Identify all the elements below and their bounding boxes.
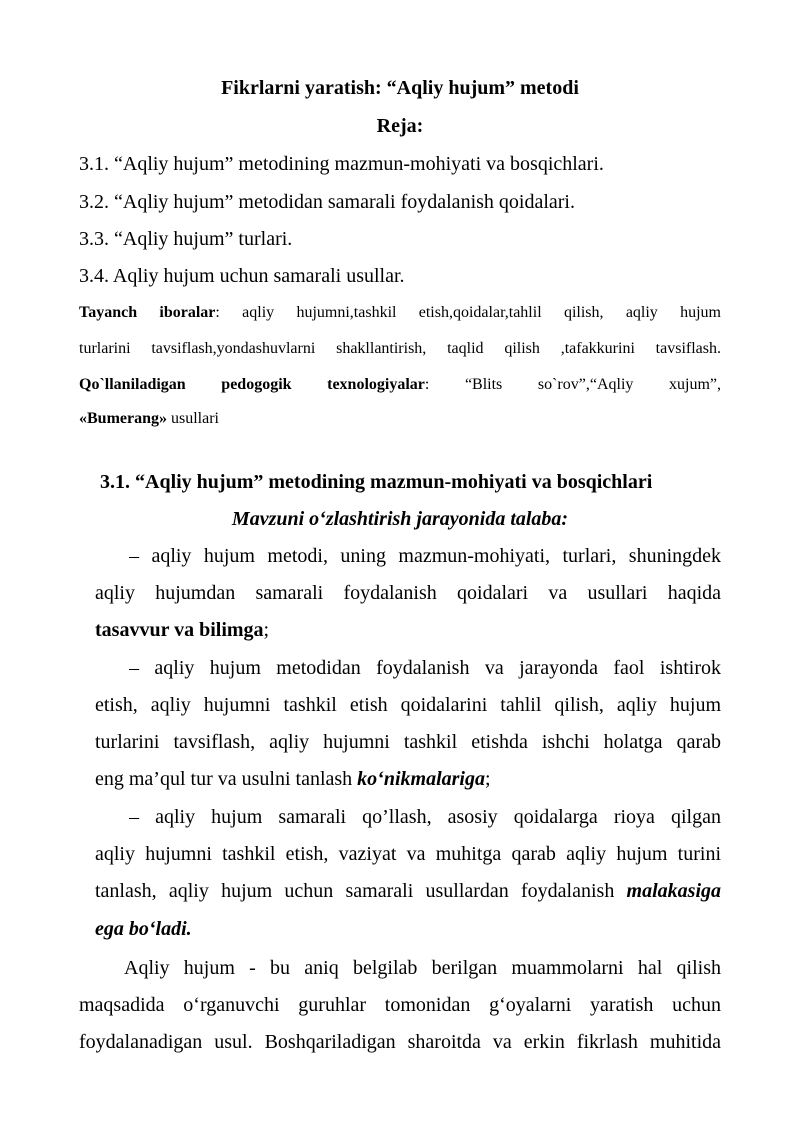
technologies-text: : “Blits so`rov”,“Aqliy xujum”,: [424, 376, 721, 393]
technologies-line: [79, 372, 721, 398]
technologies-label-2: «Bumerang»: [79, 410, 167, 427]
paragraph-line: Aqliy hujum - bu aniq belgilab berilgan muammolarni hal qilish: [124, 957, 721, 979]
bullet-line: aqliy hujumni tashkil etish, vaziyat va muhitga qarab aqliy hujum turini: [95, 843, 721, 865]
section-subheading: Mavzuni o‘zlashtirish jarayonida talaba:: [231, 508, 569, 530]
plan-heading: Reja:: [376, 115, 424, 137]
keywords-line-2: turlarini tavsiflash,yondashuvlarni shakllantirish, taqlid qilish ,tafakkurini tavsiflash.: [79, 340, 721, 357]
bullet-line: – aqliy hujum metodidan foydalanish va jarayonda faol ishtirok: [129, 657, 721, 679]
bullet-line: etish, aqliy hujumni tashkil etish qoidalarini tahlil qilish, aqliy hujum: [95, 694, 721, 716]
bullet-emphasis: tasavvur va bilimga: [95, 619, 264, 641]
keywords-line: [79, 300, 721, 326]
bullet-text: eng ma’qul tur va usulni tanlash: [95, 768, 358, 790]
paragraph-line: foydalanadigan usul. Boshqariladigan sharoitda va erkin fikrlash muhitida: [79, 1031, 721, 1053]
bullet-line: aqliy hujumdan samarali foydalanish qoidalari va usullari haqida: [95, 582, 721, 604]
bullet-text: tanlash, aqliy hujum uchun samarali usullardan foydalanish: [95, 880, 627, 902]
bullet-line: – aqliy hujum metodi, uning mazmun-mohiyati, turlari, shuningdek: [129, 545, 721, 567]
bullet-emphasis: malakasiga: [626, 880, 721, 902]
plan-item: 3.1. “Aqliy hujum” metodining mazmun-mohiyati va bosqichlari.: [79, 153, 604, 175]
plan-item: 3.4. Aqliy hujum uchun samarali usullar.: [79, 265, 405, 287]
document-title: Fikrlarni yaratish: “Aqliy hujum” metodi: [221, 77, 579, 99]
bullet-line: [95, 766, 491, 792]
bullet-line: [95, 878, 721, 904]
technologies-text-2: usullari: [167, 410, 219, 427]
keywords-label: Tayanch iboralar: [79, 304, 216, 321]
bullet-tail: ;: [484, 768, 491, 790]
section-heading: 3.1. “Aqliy hujum” metodining mazmun-mohiyati va bosqichlari: [100, 471, 653, 493]
technologies-line-2: [79, 406, 219, 432]
bullet-line: [95, 617, 269, 643]
bullet-tail: ;: [263, 619, 270, 641]
bullet-line: turlarini tavsiflash, aqliy hujumni tashkil etishda ishchi holatga qarab: [95, 731, 721, 753]
plan-item: 3.3. “Aqliy hujum” turlari.: [79, 228, 293, 250]
keywords-text: : aqliy hujumni,tashkil etish,qoidalar,tahlil qilish, aqliy hujum: [215, 304, 721, 321]
technologies-label: Qo`llaniladigan pedogogik texnologiyalar: [79, 376, 425, 393]
bullet-emphasis: ko‘nikmalariga: [357, 768, 485, 790]
bullet-line: – aqliy hujum samarali qo’llash, asosiy qoidalarga rioya qilgan: [129, 806, 721, 828]
bullet-line: ega bo‘ladi.: [95, 918, 192, 940]
plan-item: 3.2. “Aqliy hujum” metodidan samarali foydalanish qoidalari.: [79, 191, 575, 213]
paragraph-line: maqsadida o‘rganuvchi guruhlar tomonidan g‘oyalarni yaratish uchun: [79, 994, 721, 1016]
